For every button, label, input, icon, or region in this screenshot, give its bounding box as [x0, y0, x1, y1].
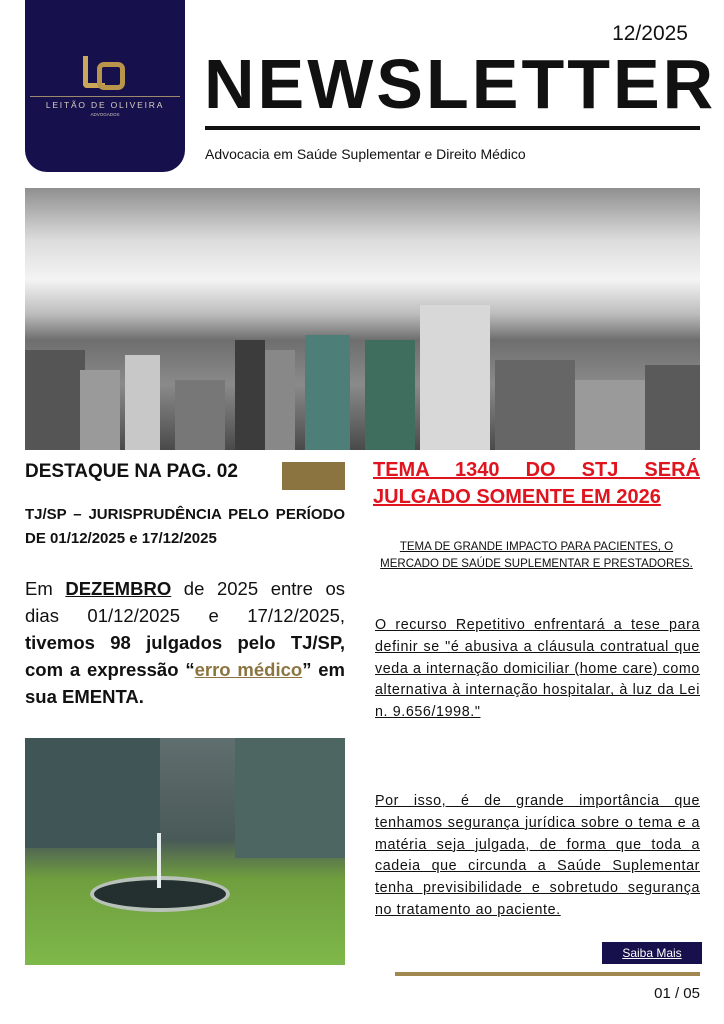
- body-bold-text: tivemos 98 julgados pelo TJ/SP, com a expressão “: [25, 632, 345, 680]
- logo-firm-sub: ADVOGADOS: [90, 112, 120, 117]
- jurisprudence-body: [25, 575, 345, 710]
- body-bold-text: ” em sua EMENTA.: [25, 659, 346, 707]
- highlight-heading: DESTAQUE NA PAG. 02: [25, 461, 238, 482]
- article-paragraph-2: Por isso, é de grande importância que tenhamos segurança jurídica sobre o tema e a matéria seja julgada, de forma que toda a cadeia que circunda a Saúde Suplementar tenha previsibilidade e sobretudo segurança no tratamento ao paciente.: [375, 793, 700, 918]
- month-emphasis: DEZEMBRO: [65, 578, 172, 599]
- logo-badge: [25, 0, 185, 172]
- footer-divider: [395, 972, 700, 976]
- erro-medico-link[interactable]: erro médico: [194, 659, 303, 680]
- page-title: NEWSLETTER: [204, 45, 717, 123]
- article-title: TEMA 1340 DO STJ SERÁ JULGADO SOMENTE EM 2026: [373, 459, 700, 508]
- logo-monogram: [79, 54, 131, 92]
- gold-accent-block: [282, 462, 345, 490]
- body-text: de 2025 entre os dias 01/12/2025 e 17/12/2025,: [25, 578, 346, 626]
- article-subtitle: TEMA DE GRANDE IMPACTO PARA PACIENTES, O MERCADO DE SAÚDE SUPLEMENTAR E PRESTADORES.: [380, 541, 693, 570]
- page-number: 01 / 05: [654, 985, 700, 1002]
- garden-fountain-photo: [25, 738, 345, 965]
- title-divider: [205, 126, 700, 130]
- page-subtitle: Advocacia em Saúde Suplementar e Direito Médico: [205, 146, 526, 162]
- issue-date: 12/2025: [612, 22, 688, 45]
- jurisprudence-heading: TJ/SP – JURISPRUDÊNCIA PELO PERÍODO DE 01/12/2025 e 17/12/2025: [25, 506, 345, 547]
- body-text: Em: [25, 578, 66, 599]
- article-paragraph-1: O recurso Repetitivo enfrentará a tese para definir se "é abusiva a cláusula contratual que veda a internação domiciliar (home care) como alternativa à internação hospitalar, à luz da Lei n. 9.656/1998.": [375, 617, 700, 721]
- logo-firm-name: LEITÃO DE OLIVEIRA: [45, 100, 165, 110]
- saiba-mais-button[interactable]: Saiba Mais: [602, 942, 702, 964]
- logo-divider: [30, 96, 180, 97]
- city-skyline-photo: [25, 188, 700, 450]
